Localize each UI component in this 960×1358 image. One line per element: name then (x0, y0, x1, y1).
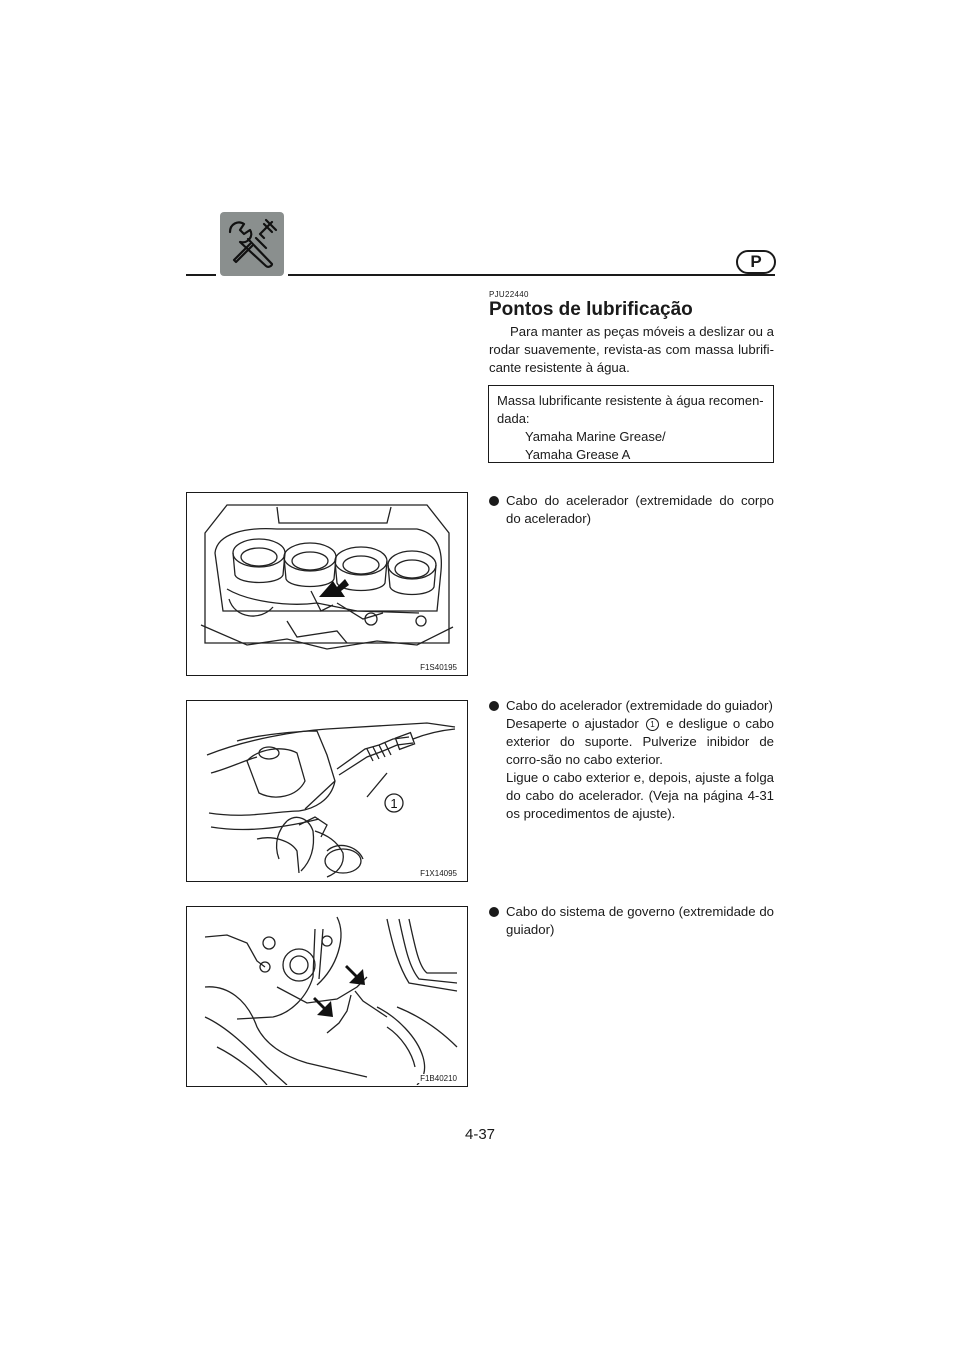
header-rule-right (288, 274, 775, 276)
section-title: Pontos de lubrificação (489, 299, 693, 320)
lubrication-arrow (319, 579, 349, 597)
maintenance-section-badge (220, 212, 284, 276)
page-number: 4-37 (464, 1126, 496, 1143)
lubrication-point-text: Cabo do acelerador (extremidade do corpo do acelerador) (506, 493, 774, 526)
detail-text-after: e desligue o cabo exterior do suporte. Pulverize inibidor de corro-são no cabo exterior. (506, 716, 774, 767)
throttle-body-illustration (187, 493, 466, 674)
wrench-screwdriver-icon (220, 212, 284, 276)
lubrication-point-item (489, 697, 774, 823)
steering-cable-illustration (187, 907, 466, 1085)
lubrication-point-detail-2: Ligue o cabo exterior e, depois, ajuste a folga do cabo do acelerador. (Veja na página 4-31 os procedimentos de ajuste). (506, 770, 774, 821)
language-badge: P (736, 250, 776, 274)
header-rule-left (186, 274, 216, 276)
callout-number: 1 (646, 718, 659, 731)
lubrication-point-item (489, 492, 774, 528)
lubrication-point-item (489, 903, 774, 939)
lubrication-point-detail (506, 715, 774, 769)
figure-throttle-body (186, 492, 468, 676)
handlebar-adjuster-illustration (187, 701, 466, 880)
figure-handlebar-adjuster (186, 700, 468, 882)
figure-steering-cable (186, 906, 468, 1087)
figure-callout: 1 (390, 796, 398, 811)
spec-line-marine-grease: Yamaha Marine Grease/ (525, 429, 666, 444)
figure-code: F1S40195 (420, 663, 457, 672)
lubrication-point-text: Cabo do acelerador (extremidade do guiador) (506, 698, 773, 713)
figure-code: F1B40210 (420, 1074, 457, 1083)
intro-paragraph: Para manter as peças móveis a deslizar ou a rodar suavemente, revista-as com massa lubrifi-cante resistente à água. (489, 324, 774, 375)
section-code: PJU22440 (489, 290, 529, 299)
figure-code: F1X14095 (420, 869, 457, 878)
detail-text-before: Desaperte o ajustador (506, 716, 639, 731)
bullet-dot (489, 701, 499, 711)
lubrication-point-text: Cabo do sistema de governo (extremidade do guiador) (506, 904, 774, 937)
spec-line-grease-a: Yamaha Grease A (525, 447, 631, 462)
spec-line-recommendation: Massa lubrificante resistente à água recomen-dada: (497, 393, 764, 426)
grease-spec-box (488, 385, 774, 463)
lubrication-arrow (345, 965, 365, 985)
bullet-dot (489, 496, 499, 506)
bullet-dot (489, 907, 499, 917)
